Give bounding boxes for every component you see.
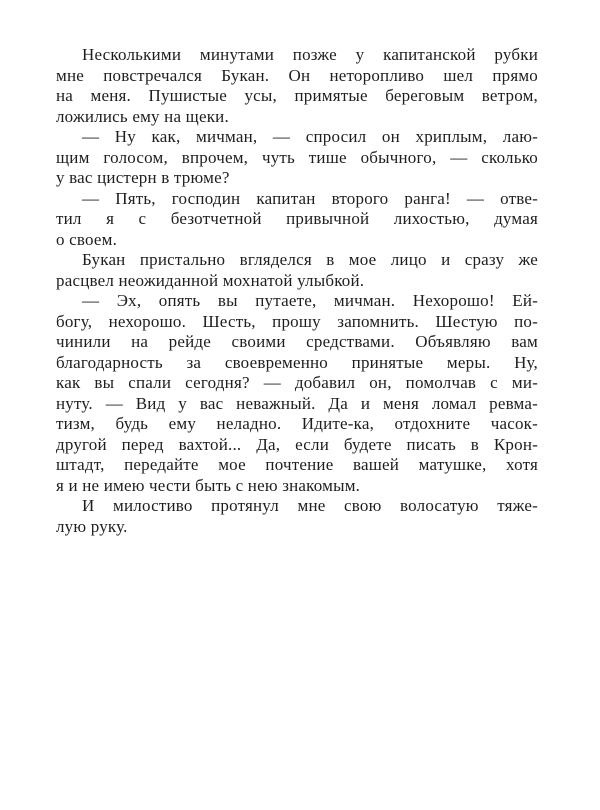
text-line: Несколькими минутами позже у капитанской рубки: [82, 45, 538, 64]
text-line: чинили на рейде своими средствами. Объявляю вам: [56, 332, 538, 351]
text-line: у вас цистерн в трюме?: [56, 168, 230, 187]
text-line: на меня. Пушистые усы, примятые береговым ветром,: [56, 86, 538, 105]
text-line: богу, нехорошо. Шесть, прошу запомнить. Шестую по-: [56, 311, 538, 331]
text-line: благодарность за своевременно принятые меры. Ну,: [56, 352, 538, 372]
text-line: о своем.: [56, 229, 118, 249]
text-line: И милостиво протянул мне свою волосатую тяже-: [82, 496, 538, 515]
text-line: щим голосом, впрочем, чуть тише обычного, — сколько: [56, 147, 538, 167]
text-line: тил я с безотчетной привычной лихостью, думая: [56, 209, 538, 228]
text-line: нуту. — Вид у вас неважный. Да и меня ломал ревма-: [56, 393, 538, 413]
text-line: как вы спали сегодня? — добавил он, помолчав с ми-: [56, 373, 538, 392]
text-line: мне повстречался Букан. Он неторопливо шел прямо: [56, 65, 538, 85]
paragraph: [56, 250, 538, 291]
paragraph: [56, 496, 538, 537]
paragraph: [56, 127, 538, 189]
text-line: ложились ему на щеки.: [56, 106, 229, 126]
paragraph: [56, 45, 538, 127]
text-line: Букан пристально вгляделся в мое лицо и сразу же: [82, 250, 538, 269]
text-line: — Пять, господин капитан второго ранга! — отве-: [82, 188, 538, 208]
paragraph: [56, 189, 538, 251]
text-line: — Ну как, мичман, — спросил он хриплым, лаю-: [82, 127, 538, 146]
text-line: лую руку.: [56, 516, 128, 536]
text-line: тизм, будь ему неладно. Идите-ка, отдохните часок-: [56, 414, 538, 433]
text-line: штадт, передайте мое почтение вашей матушке, хотя: [56, 455, 538, 474]
text-line: другой перед вахтой... Да, если будете писать в Крон-: [56, 434, 538, 454]
text-line: — Эх, опять вы путаете, мичман. Нехорошо! Ей-: [82, 291, 538, 310]
paragraph: [56, 291, 538, 496]
text-line: расцвел неожиданной мохнатой улыбкой.: [56, 270, 365, 290]
text-line: я и не имею чести быть с нею знакомым.: [56, 475, 361, 495]
book-page-text: [56, 45, 538, 537]
